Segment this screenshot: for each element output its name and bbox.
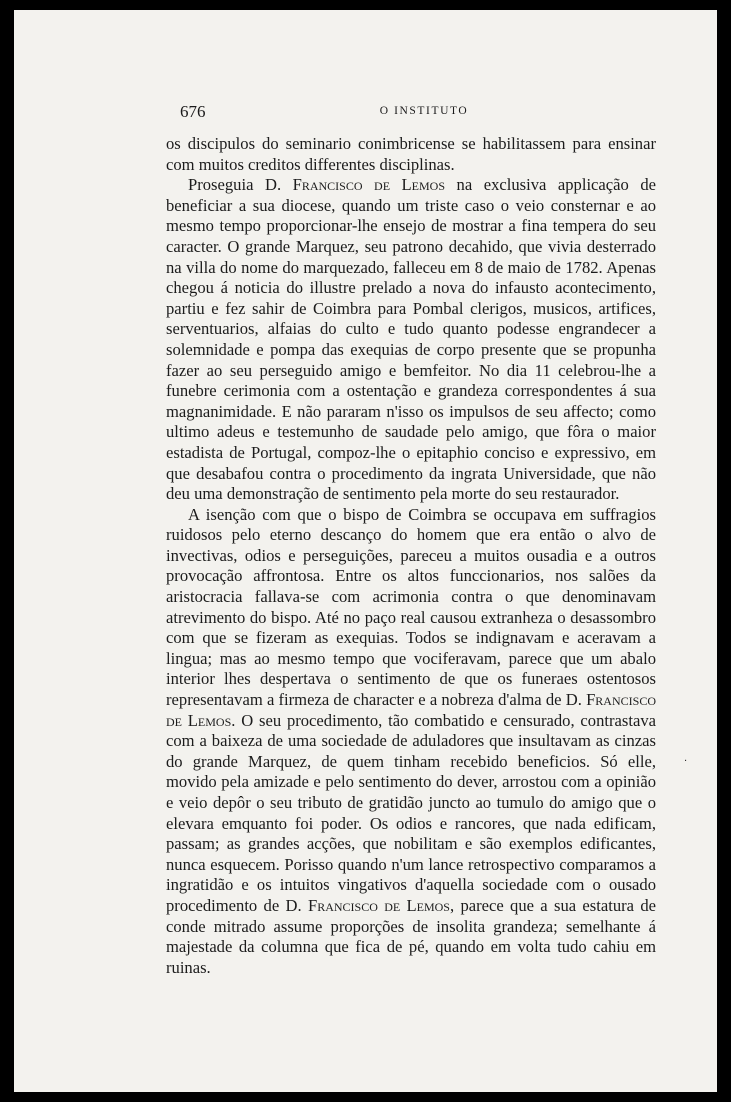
person-name: Francisco de Lemos [292, 175, 446, 195]
person-name: Francisco de Lemos [307, 895, 450, 915]
paragraph-continuation: os discipulos do seminario conimbricense se habilitassem para ensinar com muitos creditos differentes disciplinas. [166, 134, 656, 174]
body-text [166, 134, 656, 978]
paragraph-isencao: A isenção com que o bispo de Coimbra se occupava em suffragios ruidosos pelo eterno descanço do homem que era então o alvo de invectivas, odios e perseguições, pareceu a muitos ousadia e a outros provocação affrontosa. Entre os altos funccionarios, nos salões da aristocracia fallava-se com acrimonia contra o que denominavam atrevimento do bispo. Até no paço real causou extranheza o desassombro com que se fizeram as exequias. Todos se indignavam e aceravam a lingua; mas ao mesmo tempo que vociferavam, parece que um abalo interior lhes despertava o sentimento de que os funeraes ostentosos representavam a firmeza de character e a nobreza d'alma de D. Francisco de Lemos. O seu procedimento, tão combatido e censurado, contrastava com a baixeza de uma sociedade de aduladores que insultavam as cinzas do grande Marquez, de quem tinham recebido beneficios. Só elle, movido pela amizade e pelo sentimento do dever, arrostou com a opinião e veio depôr o seu tributo de gratidão juncto ao tumulo do amigo que o elevara emquanto foi poder. Os odios e rancores, que nada edificam, passam; as grandes acções, que nobilitam e são exemplos edificantes, nunca esquecem. Porisso quando n'um lance retrospectivo comparamos a ingratidão e os intuitos vingativos d'aquella sociedade com o ousado procedimento de D. Francisco de Lemos, parece que a sua estatura de conde mitrado assume proporções de insolita grandeza; semelhante á majestade da columna que fica de pé, quando em volta tudo cahiu em ruinas. [166, 504, 656, 977]
margin-mark: · [684, 756, 688, 767]
paragraph-exequias: Proseguia D. Francisco de Lemos na exclusiva applicação de beneficiar a sua diocese, quando um triste caso o veio consternar e ao mesmo tempo proporcionar-lhe ensejo de mostrar a fina tempera do seu caracter. O grande Marquez, seu patrono decahido, que vivia desterrado na villa do nome do marquezado, falleceu em 8 de maio de 1782. Apenas chegou á noticia do illustre prelado a nova do infausto acontecimento, partiu e fez sahir de Coimbra para Pombal clerigos, musicos, artifices, serventuarios, alfaias do culto e tudo quanto podesse engrandecer a solemnidade e pompa das exequias de corpo presente que se propunha fazer ao seu perseguido amigo e bemfeitor. No dia 11 celebrou-lhe a funebre cerimonia com a ostentação e grandeza correspondentes á sua magnanimidade. E não pararam n'isso os impulsos de seu affecto; como ultimo adeus e testemunho de saudade pelo amigo, que fôra o maior estadista de Portugal, compoz-lhe o epitaphio conciso e expressivo, em que desabafou contra o procedimento da ingrata Universidade, que não deu uma demonstração de sentimento pela morte do seu restaurador. [166, 175, 656, 504]
page-header [180, 102, 668, 128]
running-title: O INSTITUTO [379, 105, 469, 117]
person-name: Francisco de Lemos [166, 690, 656, 730]
page-number: 676 [180, 102, 206, 121]
